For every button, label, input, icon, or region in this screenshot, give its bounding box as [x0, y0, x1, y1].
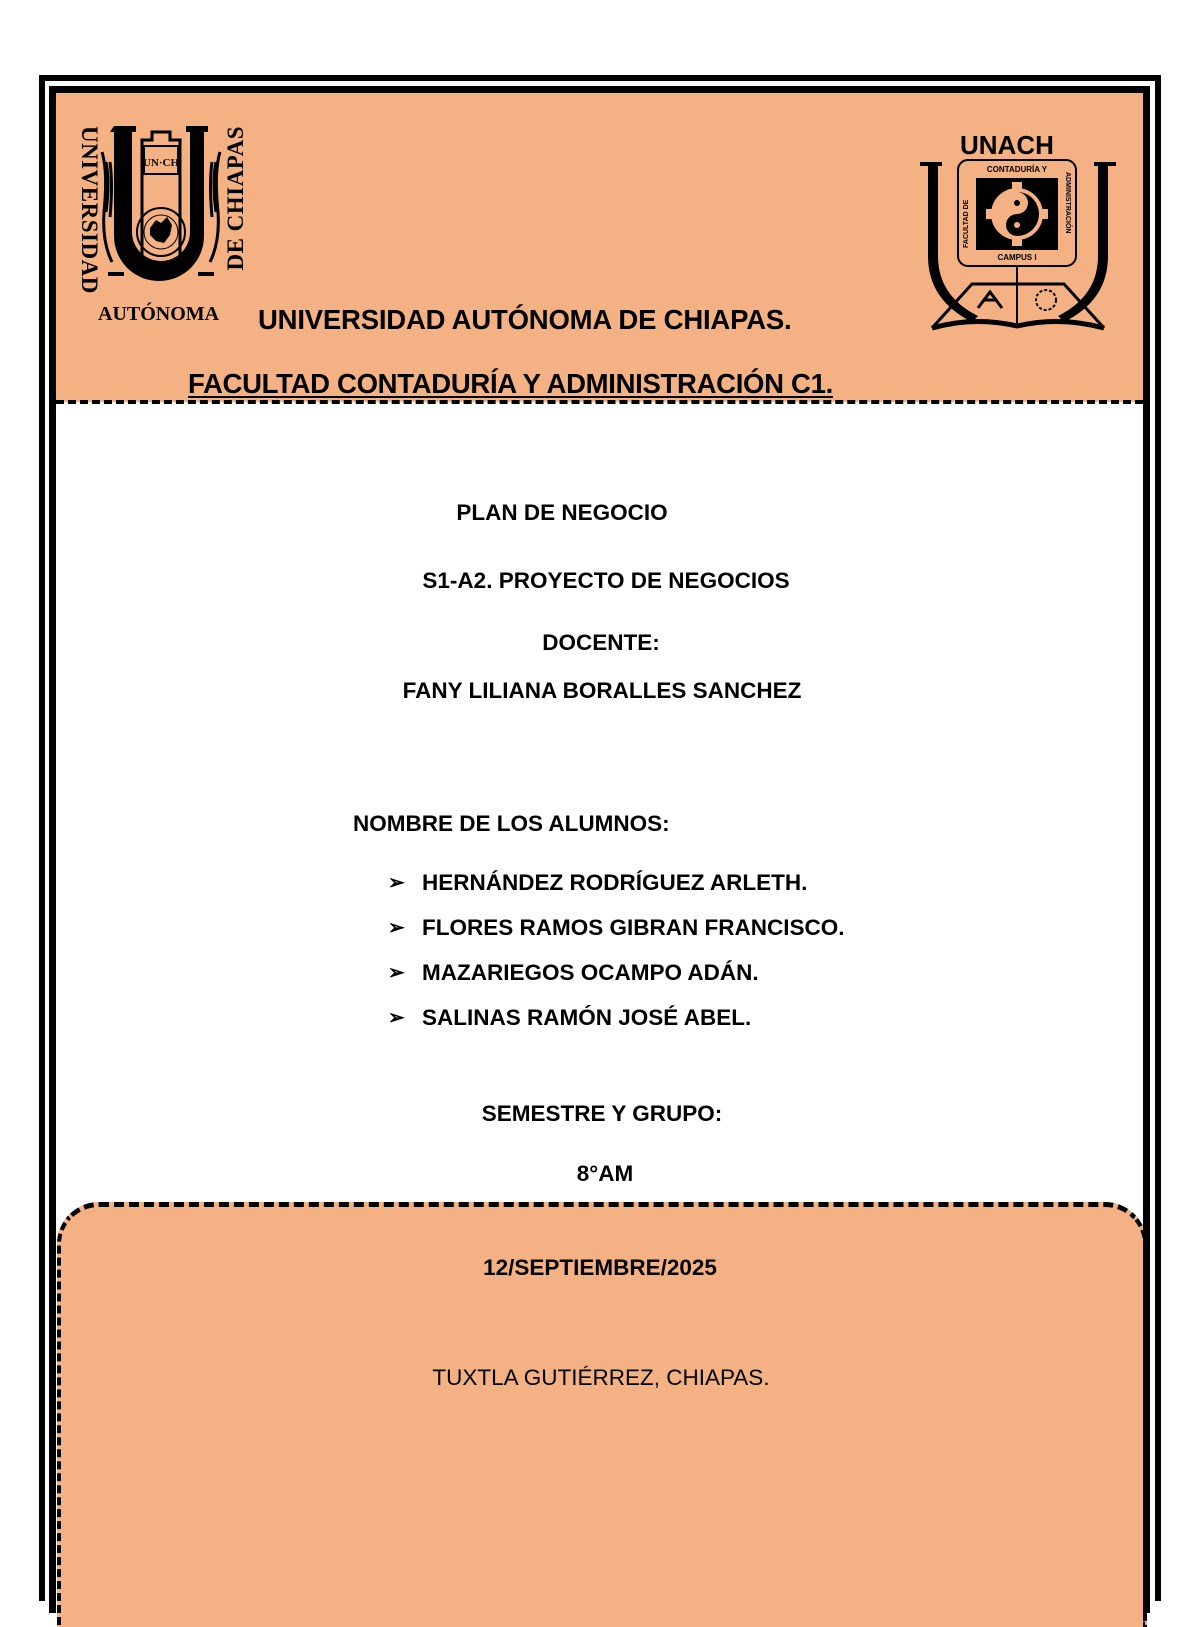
student-list-item — [388, 872, 807, 895]
semester-value: 8°AM — [576, 1161, 634, 1186]
teacher-name: FANY LILIANA BORALLES SANCHEZ — [402, 678, 802, 703]
svg-text:CONTADURÍA Y: CONTADURÍA Y — [986, 165, 1048, 174]
university-seal-logo — [72, 122, 252, 332]
logo-vertical-text-left: UNIVERSIDAD — [77, 126, 102, 294]
svg-text:FACULTAD DE: FACULTAD DE — [963, 199, 970, 248]
activity-title: S1-A2. PROYECTO DE NEGOCIOS — [422, 568, 790, 593]
svg-text:UN·CH: UN·CH — [142, 157, 180, 169]
yin-yang-gear-emblem-icon — [918, 158, 1118, 336]
faculty-emblem-logo — [918, 130, 1118, 336]
faculty-name: FACULTAD CONTADURÍA Y ADMINISTRACIÓN C1. — [188, 368, 833, 399]
student-list-item — [388, 1007, 751, 1030]
date-text: 12/SEPTIEMBRE/2025 — [483, 1255, 717, 1280]
student-list-item — [388, 917, 845, 940]
student-name: HERNÁNDEZ RODRÍGUEZ ARLETH. — [422, 870, 808, 895]
logo-vertical-text-right: DE CHIAPAS — [223, 126, 248, 271]
faculty-logo-title: UNACH — [960, 130, 1054, 160]
logo-autonoma-text: AUTÓNOMA — [98, 303, 220, 325]
svg-text:ADMINISTRACIÓN: ADMINISTRACIÓN — [1064, 172, 1071, 234]
university-name: UNIVERSIDAD AUTÓNOMA DE CHIAPAS. — [258, 304, 792, 335]
city-text: TUXTLA GUTIÉRREZ, CHIAPAS. — [432, 1365, 770, 1390]
arrow-bullet-icon: ➢ — [388, 917, 405, 940]
student-list-item — [388, 962, 759, 985]
semester-label: SEMESTRE Y GRUPO: — [481, 1101, 723, 1126]
subject-title: PLAN DE NEGOCIO — [456, 500, 668, 525]
unach-seal-icon — [100, 122, 222, 302]
student-name: SALINAS RAMÓN JOSÉ ABEL. — [422, 1005, 752, 1030]
students-label: NOMBRE DE LOS ALUMNOS: — [353, 811, 670, 836]
student-name: MAZARIEGOS OCAMPO ADÁN. — [422, 960, 759, 985]
student-name: FLORES RAMOS GIBRAN FRANCISCO. — [422, 915, 845, 940]
teacher-label: DOCENTE: — [542, 630, 660, 655]
svg-text:CAMPUS I: CAMPUS I — [997, 253, 1037, 262]
arrow-bullet-icon: ➢ — [388, 872, 405, 895]
arrow-bullet-icon: ➢ — [388, 962, 405, 985]
arrow-bullet-icon: ➢ — [388, 1007, 405, 1030]
